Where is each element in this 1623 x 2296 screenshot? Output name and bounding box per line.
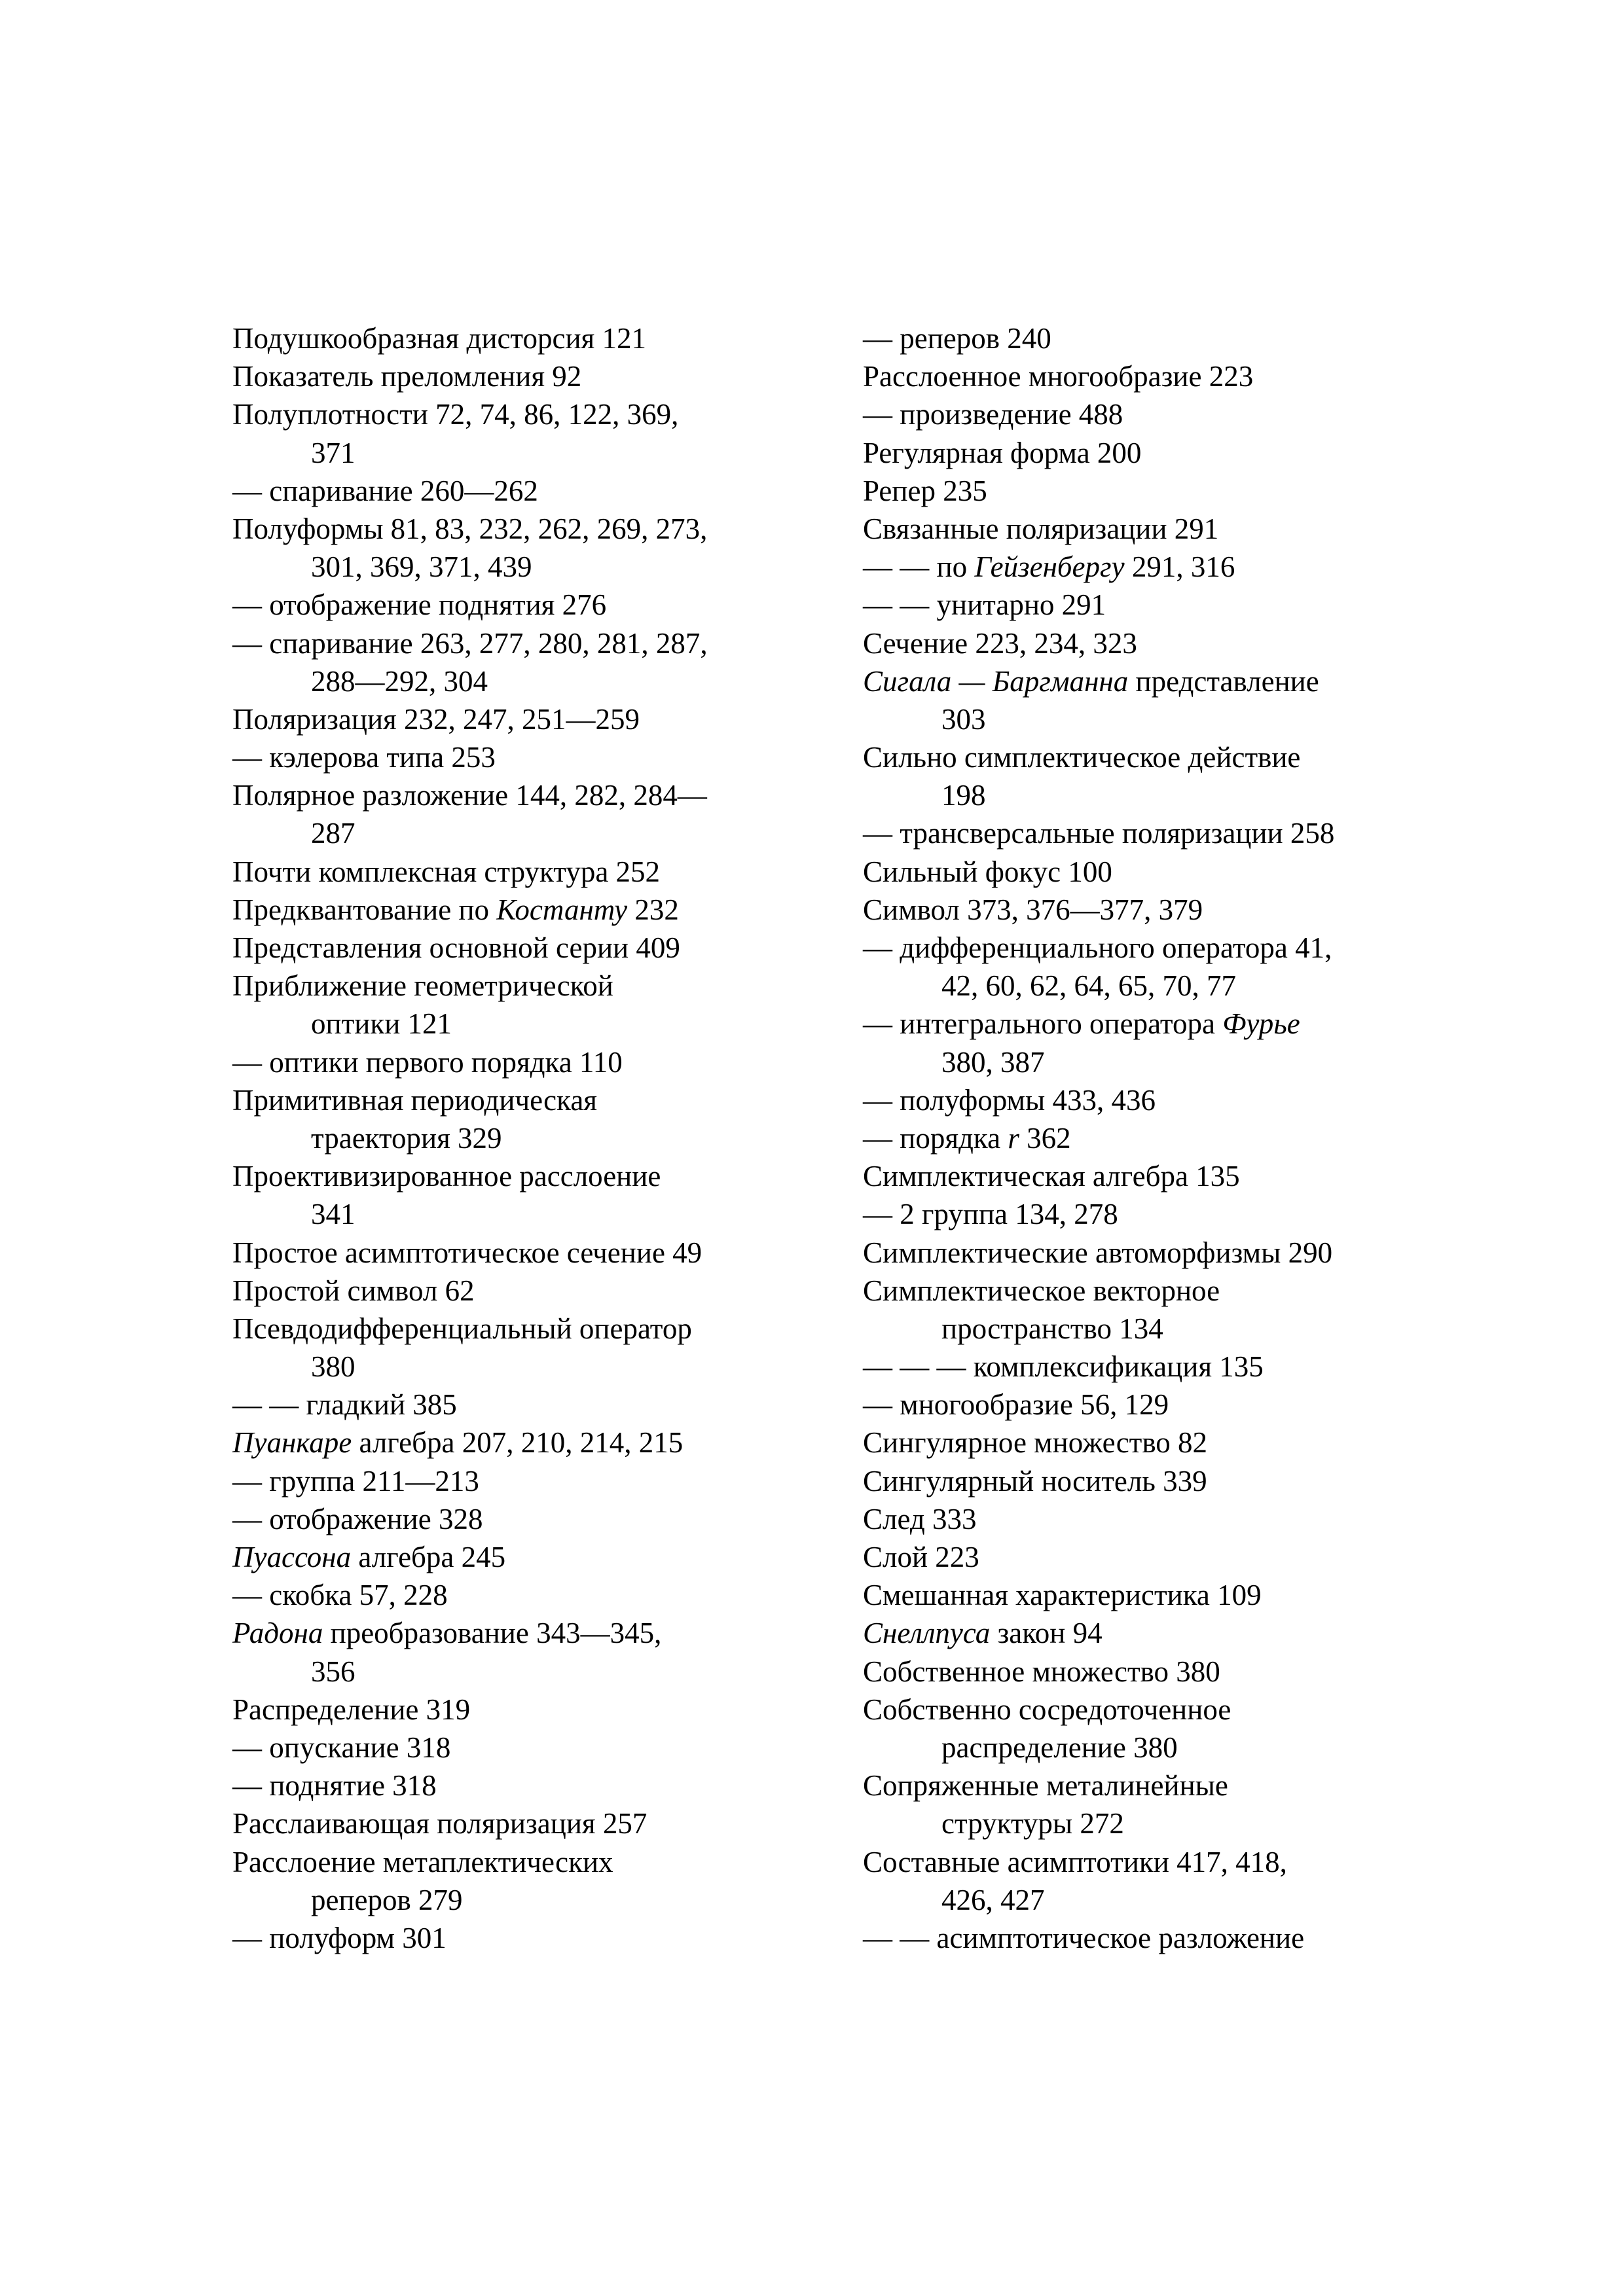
index-entry-line: — поднятие 318 (232, 1769, 437, 1803)
index-entry-line: — реперов 240 (863, 322, 1051, 355)
index-entry-line: Показатель преломления 92 (232, 360, 582, 393)
index-entry-line: Подушкообразная дисторсия 121 (232, 322, 646, 355)
index-entry-line: — — гладкий 385 (232, 1388, 457, 1422)
index-entry-line: Составные асимптотики 417, 418, (863, 1845, 1287, 1878)
index-entry-line: Собственно сосредоточенное (863, 1693, 1231, 1726)
index-entry-line: — — унитарно 291 (863, 588, 1106, 622)
index-entry-text: преобразование 343—345, (323, 1617, 662, 1650)
index-entry-line: Простой символ 62 (232, 1274, 475, 1307)
index-entry-line: структуры 272 (941, 1807, 1124, 1840)
index-entry-line: — — — комплексификация 135 (863, 1350, 1264, 1384)
index-entry-line: 301, 369, 371, 439 (311, 550, 532, 584)
index-entry-line: Слой 223 (863, 1541, 979, 1573)
index-entry-text: представление (1128, 664, 1319, 698)
index-entry-italic-name: Сигала — Баргманна (863, 664, 1129, 698)
index-entry-line: — произведение 488 (863, 398, 1123, 431)
index-entry-line: 380, 387 (941, 1045, 1045, 1079)
index-entry-line: Почти комплексная структура 252 (232, 855, 661, 888)
index-entry-line: 303 (941, 702, 986, 736)
index-entry-text: 362 (1019, 1121, 1071, 1155)
index-entry-line: Сингулярное множество 82 (863, 1426, 1208, 1460)
index-entry-line: — 2 группа 134, 278 (863, 1198, 1118, 1231)
index-entry-line (863, 1119, 1452, 1157)
index-entry-line: 356 (311, 1655, 356, 1688)
index-entry-line: — полуформ 301 (232, 1921, 447, 1954)
index-entry-line: — кэлерова типа 253 (232, 741, 496, 774)
index-entry-text: 232 (627, 893, 679, 926)
index-entry-line: оптики 121 (311, 1007, 452, 1041)
index-entry-text: — порядка (863, 1121, 1008, 1155)
index-entry-line: Поляризация 232, 247, 251—259 (232, 702, 640, 736)
index-entry-line: — опускание 318 (232, 1731, 451, 1764)
index-entry-line (232, 1538, 861, 1576)
index-entry-line: 42, 60, 62, 64, 65, 70, 77 (941, 969, 1236, 1003)
index-entry-line: — скобка 57, 228 (232, 1579, 448, 1612)
index-entry-text: алгебра 207, 210, 214, 215 (352, 1426, 684, 1460)
index-entry-line: 198 (941, 779, 986, 812)
index-entry-line: Расслоение метаплектических (232, 1845, 613, 1878)
index-entry-italic-name: Фурье (1222, 1007, 1300, 1041)
index-entry-line: 426, 427 (941, 1883, 1045, 1916)
index-entry-italic-name: Пуассона (232, 1541, 352, 1573)
index-entry-italic-name: r (1008, 1121, 1019, 1155)
index-entry-line: Симплектическая алгебра 135 (863, 1160, 1240, 1193)
index-entry-line: Символ 373, 376—377, 379 (863, 893, 1203, 926)
index-entry-line: Распределение 319 (232, 1693, 471, 1726)
index-entry-line: — спаривание 263, 277, 280, 281, 287, (232, 626, 708, 660)
index-entry-line: Представления основной серии 409 (232, 931, 680, 964)
index-entry-italic-name: Радона (232, 1617, 323, 1650)
index-entry-italic-name: Гейзенбергу (974, 550, 1125, 584)
index-entry-line: реперов 279 (311, 1883, 463, 1916)
index-entry-italic-name: Снеллпуса (863, 1617, 991, 1650)
index-entry-line: Расслаивающая поляризация 257 (232, 1807, 647, 1840)
index-entry-line: 287 (311, 817, 356, 850)
index-entry-line: Симплектическое векторное (863, 1274, 1220, 1307)
index-entry-line: Связанные поляризации 291 (863, 512, 1219, 545)
index-entry-line: — группа 211—213 (232, 1464, 479, 1498)
index-entry-line: пространство 134 (941, 1312, 1163, 1345)
index-entry-text: алгебра 245 (351, 1541, 506, 1573)
index-entry-line: Регулярная форма 200 (863, 436, 1142, 469)
index-entry-line: — многообразие 56, 129 (863, 1388, 1169, 1422)
index-entry-line: — отображение 328 (232, 1502, 483, 1535)
index-entry-line: — полуформы 433, 436 (863, 1083, 1156, 1117)
index-entry-line: распределение 380 (941, 1731, 1178, 1764)
index-entry-line: Расслоенное многообразие 223 (863, 360, 1254, 393)
index-entry-line (232, 891, 861, 929)
index-entry-line: 341 (311, 1198, 356, 1231)
index-entry-line: траектория 329 (311, 1121, 502, 1155)
index-entry-line (863, 662, 1452, 700)
index-entry-text: Предквантование по (232, 893, 497, 926)
index-entry-line: 288—292, 304 (311, 664, 488, 698)
index-entry-line: Полуформы 81, 83, 232, 262, 269, 273, (232, 512, 708, 545)
index-entry-line (232, 1614, 861, 1652)
index-entry-line: Симплектические автоморфизмы 290 (863, 1236, 1333, 1269)
index-entry-line: Проективизированное расслоение (232, 1160, 661, 1193)
index-entry-line: Собственное множество 380 (863, 1655, 1220, 1688)
index-entry-line: Сильный фокус 100 (863, 855, 1112, 888)
index-entry-line: 371 (311, 436, 356, 469)
index-entry-line: — трансверсальные поляризации 258 (863, 817, 1335, 850)
index-entry-line: — оптики первого порядка 110 (232, 1045, 623, 1079)
index-entry-line: След 333 (863, 1502, 977, 1535)
index-column-right (863, 319, 1452, 1957)
index-column-left (232, 319, 861, 1957)
index-entry-line: Приближение геометрической (232, 969, 613, 1003)
index-entry-line: — — асимптотическое разложение (863, 1921, 1305, 1954)
index-entry-line: Сопряженные металинейные (863, 1769, 1228, 1803)
index-entry-line: Примитивная периодическая (232, 1083, 598, 1117)
index-entry-line (863, 1005, 1452, 1043)
index-entry-line: Сечение 223, 234, 323 (863, 626, 1137, 660)
index-entry-line: Сильно симплектическое действие (863, 741, 1301, 774)
index-entry-line: 380 (311, 1350, 356, 1384)
index-entry-line: — отображение поднятия 276 (232, 588, 607, 622)
index-entry-text: — интегрального оператора (863, 1007, 1223, 1041)
index-entry-line: Сингулярный носитель 339 (863, 1464, 1207, 1498)
index-entry-line (863, 548, 1452, 586)
index-entry-italic-name: Костанту (496, 893, 628, 926)
index-entry-text: 291, 316 (1124, 550, 1235, 584)
index-entry-line: Полярное разложение 144, 282, 284— (232, 779, 707, 812)
index-entry-line (863, 1614, 1452, 1652)
index-entry-text: — — по (863, 550, 975, 584)
index-entry-line: Смешанная характеристика 109 (863, 1579, 1262, 1612)
index-entry-line: — дифференциального оператора 41, (863, 931, 1332, 964)
index-entry-line: Репер 235 (863, 474, 987, 507)
index-entry-line (232, 1424, 861, 1462)
index-entry-line: Простое асимптотическое сечение 49 (232, 1236, 702, 1269)
index-entry-line: — спаривание 260—262 (232, 474, 538, 507)
index-entry-line: Псевдодифференциальный оператор (232, 1312, 692, 1345)
index-entry-text: закон 94 (990, 1617, 1103, 1650)
index-entry-line: Полуплотности 72, 74, 86, 122, 369, (232, 398, 679, 431)
index-entry-italic-name: Пуанкаре (232, 1426, 352, 1460)
